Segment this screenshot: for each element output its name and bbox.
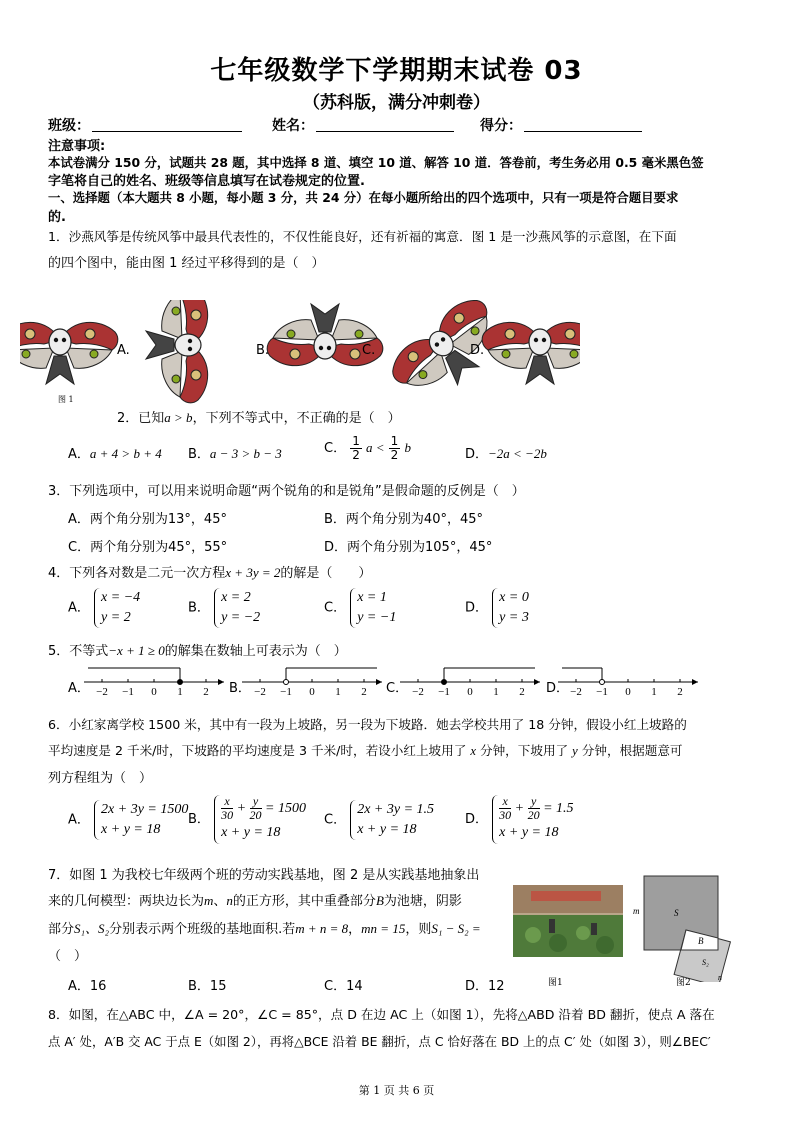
q6-option-d[interactable]: D． $\frac{x}{30}$ + $\frac{y}{20}$ = 1.5 x + y = 18	[465, 795, 574, 844]
number-line-tick-label: 0	[151, 686, 157, 698]
score-label: 得分：	[480, 118, 522, 134]
kite-option-d	[482, 322, 580, 384]
number-line-d[interactable]	[558, 668, 698, 698]
q2-option-d[interactable]: D．−2a < −2b	[465, 446, 547, 462]
name-label: 姓名：	[272, 118, 314, 134]
q7-stem-line-2: 来的几何模型：两块边长为m、n的正方形，其中重叠部分B为池塘，阴影	[48, 893, 462, 909]
number-line-tick-label: 1	[493, 686, 499, 698]
number-line-tick-label: −1	[122, 686, 134, 698]
number-line-tick-label: −2	[96, 686, 108, 698]
q8-stem-line-2: 点 A′ 处，A′B 交 AC 于点 E（如图 2），再将△BCE 沿着 BE 翻折，点 C 恰好落在 BD 上的点 C′ 处（如图 3），则∠BEC′	[48, 1034, 711, 1049]
number-line-b[interactable]	[242, 668, 382, 698]
number-line-tick-label: −2	[412, 686, 424, 698]
q7-geometry-figure	[630, 872, 740, 982]
q5-number-lines	[84, 660, 704, 700]
q3-option-c[interactable]: C．两个角分别为45°，55°	[68, 540, 228, 555]
q6-stem-line-1: 6．小红家离学校 1500 米，其中有一段为上坡路，另一段为下坡路．她去学校共用了 18 分钟，假设小红上坡路的	[48, 717, 687, 732]
number-line-tick-label: 2	[361, 686, 367, 698]
q4-option-a[interactable]: A． x = −4 y = 2	[68, 588, 140, 628]
q6-option-a[interactable]: A． 2x + 3y = 1500 x + y = 18	[68, 800, 188, 840]
number-line-arrow	[534, 679, 540, 685]
notice-heading: 注意事项:	[48, 139, 106, 154]
number-line-a[interactable]	[84, 668, 224, 698]
number-line-tick-label: 0	[467, 686, 473, 698]
number-line-arrow	[692, 679, 698, 685]
q7-option-c[interactable]: C．14	[324, 979, 363, 994]
q7-stem-line-1: 7．如图 1 为我校七年级两个班的劳动实践基地，图 2 是从实践基地抽象出	[48, 868, 480, 883]
q3-option-a[interactable]: A．两个角分别为13°，45°	[68, 512, 227, 527]
q7-option-d[interactable]: D．12	[465, 979, 505, 994]
q4-option-b[interactable]: B． x = 2 y = −2	[188, 588, 260, 628]
fig2-label-n: n	[718, 973, 722, 982]
q3-stem: 3．下列选项中，可以用来说明命题“两个锐角的和是锐角”是假命题的反例是（ ）	[48, 484, 525, 499]
score-blank[interactable]	[524, 117, 642, 132]
q5-option-c-label[interactable]: C．	[386, 681, 409, 696]
q3-option-d[interactable]: D．两个角分别为105°，45°	[324, 540, 493, 555]
class-label: 班级：	[48, 118, 90, 134]
kite-option-a	[146, 300, 208, 403]
q8-stem-line-1: 8．如图，在△ABC 中，∠A = 20°，∠C = 85°，点 D 在边 AC 上（如图 1），先将△ABD 沿着 BD 翻折，使点 A 落在	[48, 1007, 715, 1022]
section-1-line-1: 一、选择题（本大题共 8 小题，每小题 3 分，共 24 分）在每小题所给出的四个选项中，只有一项是符合题目要求	[48, 190, 679, 205]
number-line-tick-label: −1	[596, 686, 608, 698]
name-field	[272, 115, 454, 135]
q1-kite-figures	[20, 300, 580, 405]
number-line-tick-label: 1	[651, 686, 657, 698]
q7-fig2-label: 图2	[676, 978, 691, 988]
number-line-arrow	[218, 679, 224, 685]
q1-option-d[interactable]: D.	[470, 343, 485, 358]
fig2-label-s: S	[674, 908, 679, 918]
page-subtitle: （苏科版，满分冲刺卷）	[303, 93, 490, 113]
page-title: 七年级数学下学期期末试卷 03	[210, 56, 583, 86]
q1-option-c[interactable]: C.	[362, 343, 376, 358]
solution-endpoint	[284, 680, 289, 685]
solution-endpoint	[600, 680, 605, 685]
q1-fig-label: 图 1	[58, 395, 74, 404]
q1-option-a[interactable]: A.	[117, 343, 130, 358]
q6-stem-line-3: 列方程组为（ ）	[48, 771, 153, 786]
q5-option-b-label[interactable]: B．	[229, 681, 251, 696]
number-line-arrow	[376, 679, 382, 685]
number-line-tick-label: −1	[280, 686, 292, 698]
q4-option-c[interactable]: C． x = 1 y = −1	[324, 588, 396, 628]
number-line-tick-label: 2	[203, 686, 209, 698]
notice-line-2: 字笔将自己的姓名、班级等信息填写在试卷规定的位置.	[48, 174, 365, 189]
class-blank[interactable]	[92, 117, 242, 132]
q7-stem-line-3: 部分S₁、S₂分别表示两个班级的基地面积.若m + n = 8，mn = 15，则S₁ − S₂ =	[48, 921, 481, 937]
q1-option-b[interactable]: B.	[256, 343, 270, 358]
class-field	[48, 115, 242, 135]
number-line-tick-label: 2	[519, 686, 525, 698]
q5-stem: 5．不等式−x + 1 ≥ 0的解集在数轴上可表示为（ ）	[48, 643, 347, 659]
q3-option-b[interactable]: B．两个角分别为40°，45°	[324, 512, 484, 527]
number-line-tick-label: 1	[177, 686, 183, 698]
page-footer: 第 1 页 共 6 页	[358, 1084, 435, 1097]
number-line-tick-label: 1	[335, 686, 341, 698]
number-line-c[interactable]	[400, 668, 540, 698]
q5-option-d-label[interactable]: D．	[546, 681, 570, 696]
number-line-tick-label: 2	[677, 686, 683, 698]
fig2-label-s2: S₂	[702, 958, 709, 967]
name-blank[interactable]	[316, 117, 454, 132]
q1-stem-line-1: 1．沙燕风筝是传统风筝中最具代表性的，不仅性能良好，还有祈福的寓意．图 1 是一沙燕风筝的示意图，在下面	[48, 229, 677, 244]
q7-stem-line-4: （ ）	[48, 949, 88, 964]
number-line-tick-label: −1	[438, 686, 450, 698]
section-1-line-2: 的.	[48, 210, 66, 225]
fig2-label-m: m	[633, 906, 640, 916]
solution-endpoint	[178, 680, 183, 685]
q2-option-c[interactable]: C． $\frac{1}{2}$ a < $\frac{1}{2}$ b	[324, 434, 411, 462]
fig2-label-b: B	[698, 936, 704, 946]
score-field	[480, 115, 642, 135]
q6-option-c[interactable]: C． 2x + 3y = 1.5 x + y = 18	[324, 800, 434, 840]
q1-stem-line-2: 的四个图中，能由图 1 经过平移得到的是（ ）	[48, 256, 325, 271]
solution-endpoint	[442, 680, 447, 685]
notice-line-1: 本试卷满分 150 分，试题共 28 题，其中选择 8 道、填空 10 道、解答 10 道．答卷前，考生务必用 0.5 毫米黑色签	[48, 155, 704, 170]
q7-option-a[interactable]: A．16	[68, 979, 107, 994]
q7-photo-figure	[513, 885, 623, 957]
number-line-tick-label: −2	[570, 686, 582, 698]
q7-option-b[interactable]: B．15	[188, 979, 227, 994]
q2-option-a[interactable]: A．a + 4 > b + 4	[68, 446, 162, 462]
q6-option-b[interactable]: B． $\frac{x}{30}$ + $\frac{y}{20}$ = 1500 x + y = 18	[188, 795, 306, 844]
number-line-tick-label: 0	[309, 686, 315, 698]
q2-stem: 2．已知a > b，下列不等式中，不正确的是（ ）	[117, 410, 401, 426]
q6-stem-line-2: 平均速度是 2 千米/时，下坡路的平均速度是 3 千米/时，若设小红上坡用了 x 分钟，下坡用了 y 分钟，根据题意可	[48, 743, 683, 758]
number-line-tick-label: 0	[625, 686, 631, 698]
q4-option-d[interactable]: D． x = 0 y = 3	[465, 588, 529, 628]
q5-option-a-label[interactable]: A．	[68, 681, 90, 696]
q2-option-b[interactable]: B．a − 3 > b − 3	[188, 446, 282, 462]
number-line-tick-label: −2	[254, 686, 266, 698]
q4-stem: 4．下列各对数是二元一次方程x + 3y = 2的解是（ ）	[48, 565, 372, 581]
q7-fig1-label: 图1	[548, 978, 563, 988]
kite-figure-1	[20, 322, 118, 384]
